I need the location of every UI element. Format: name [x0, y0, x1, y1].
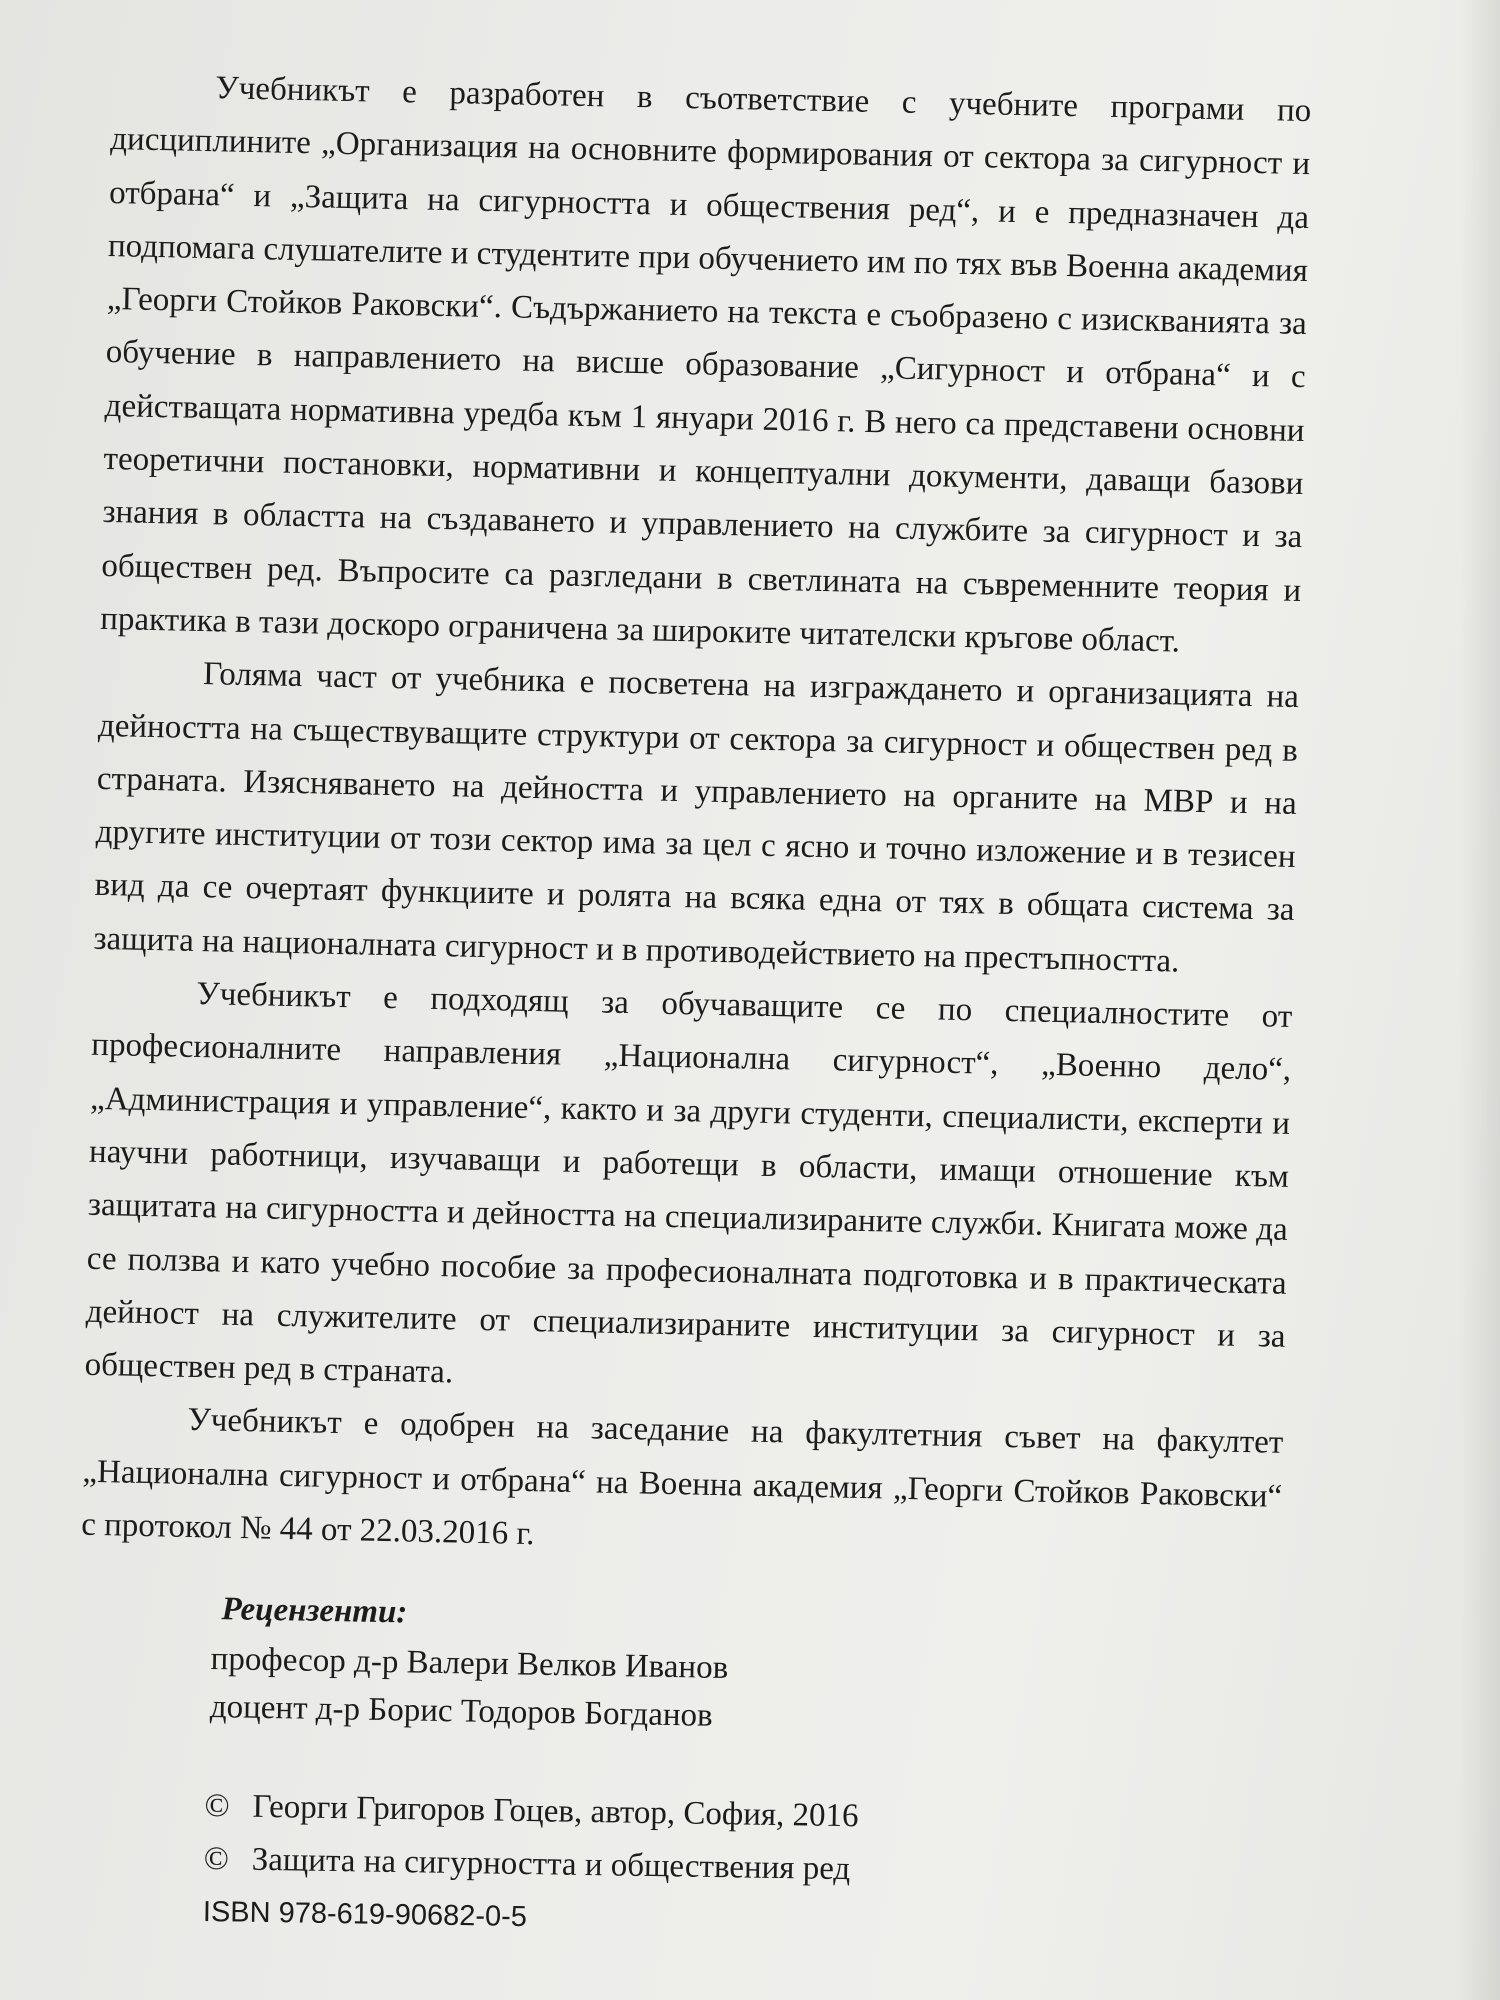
copyright-icon: © — [203, 1840, 230, 1878]
reviewer-name: доцент д-р Борис Тодоров Богданов — [209, 1688, 713, 1734]
paragraph-content: Голяма част от учебника е посветена на изграждането и организацията на дейността на съществуващите структури от сектора за сигурност и обществен ред в страната. Изясняването на дейността и управлението на органите на МВР и на другите институции от този сектор има за цел с ясно и точно изложение и в тезисен вид да се очертаят функциите и ролята на всяка една от тях в общата система за защита на националната сигурност и в противодействието на престъпността. — [93, 656, 1300, 980]
body-text — [81, 60, 1312, 1577]
isbn: ISBN 978-619-90682-0-5 — [202, 1895, 528, 1934]
paragraph-purpose: Учебникът е разработен в съответствие с учебните програми по дисциплините „Организация на основните формирования от сектора за сигурност и отбрана“ и „Защита на сигурността и обществения ред“, и е предназначен да подпомага слушателите и студентите при обучението им по тях във Военна академия „Георги Стойков Раковски“. Съдържанието на текста е съобразено с изискванията за обучение в направлението на висше образование „Сигурност и отбрана“ и с действащата нормативна уредба към 1 януари 2016 г. В него са представени основни теоретични постановки, нормативни и концептуални документи, даващи базови знания в областта на създаването и управлението на службите за сигурност и за обществен ред. Въпросите са разгледани в светлината на съвременните теория и практика в тази доскоро ограничена за широките читателски кръгове област. — [99, 70, 1312, 660]
paragraph-approval: Учебникът е одобрен на заседание на факултетния съвет на факултет „Национална сигурност и отбрана“ на Военна академия „Георги Стойков Раковски“ с протокол № 44 от 22.03.2016 г. — [80, 1402, 1284, 1553]
copyright-icon: © — [204, 1787, 230, 1825]
reviewers-section — [209, 1585, 729, 1740]
reviewer-name: професор д-р Валери Велков Иванов — [210, 1640, 729, 1687]
copyright-title: Защита на сигурността и обществения ред — [251, 1841, 851, 1888]
copyright-author: Георги Григоров Гоцев, автор, София, 2016 — [252, 1788, 859, 1835]
reviewers-title: Рецензенти: — [221, 1591, 408, 1631]
paragraph-audience: Учебникът е подходящ за обучаващите се по специалностите от професионалните направления „Национална сигурност“, „Военно дело“, „Администрация и управление“, както и за други студенти, специалисти, експерти и научни работници, изучаващи и работещи в области, имащи отношение към защитата на сигурността и дейността на специализираните служби. Книгата може да се ползва и като учебно пособие за професионалната подготовка и в практическата дейност на служителите от специализираните институции за сигурност и за обществен ред в страната. — [84, 976, 1293, 1391]
copyright-section — [203, 1780, 859, 1949]
